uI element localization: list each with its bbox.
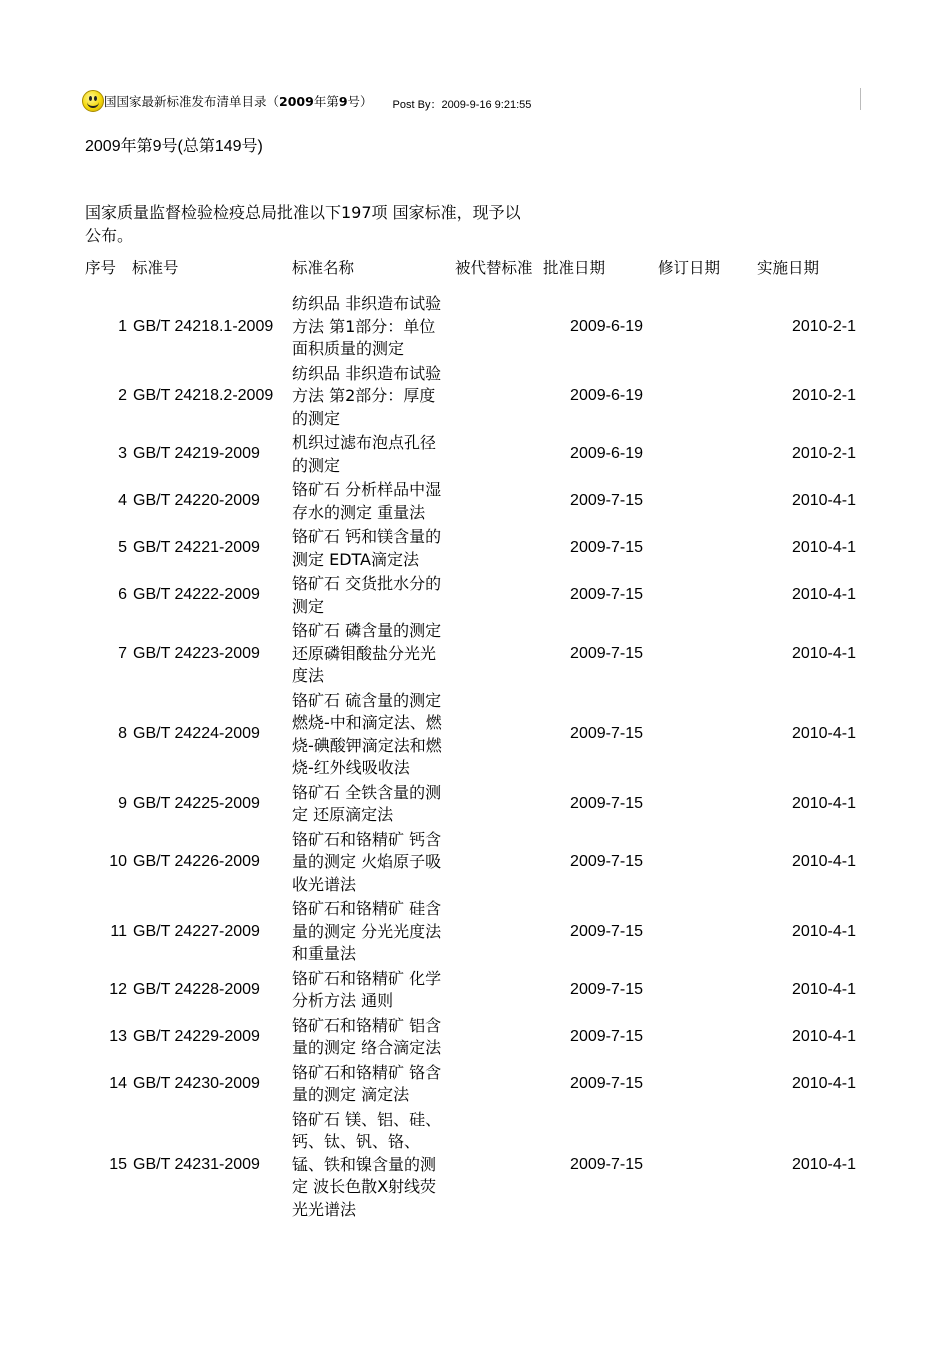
approval-date: 2009-7-15	[570, 586, 643, 604]
table-row	[82, 689, 860, 781]
standard-name: 纺织品 非织造布试验方法 第2部分：厚度的测定	[292, 363, 442, 428]
approval-date: 2009-6-19	[570, 387, 643, 404]
row-number: 15	[109, 1155, 127, 1173]
post-title: 国国家最新标准发布清单目录（2009年第9号）	[104, 94, 373, 109]
replaced-standard	[455, 292, 537, 362]
implementation-date: 2010-4-1	[791, 725, 856, 743]
revision-date	[648, 525, 743, 572]
intro-paragraph: 国家质量监督检验检疫总局批准以下197项 国家标准，现予以公布。	[85, 203, 521, 245]
post-by-timestamp: Post By：2009-9-16 9:21:55	[392, 99, 532, 111]
revision-date	[648, 292, 743, 362]
replaced-standard	[455, 478, 537, 525]
header-revision-date: 修订日期	[658, 258, 721, 277]
header-code: 标准号	[132, 258, 179, 277]
replaced-standard	[455, 362, 537, 432]
implementation-date: 2010-4-1	[791, 586, 856, 604]
replaced-standard	[455, 897, 537, 967]
standard-code: GB/T 24223-2009	[133, 644, 260, 662]
approval-date: 2009-7-15	[570, 794, 643, 812]
standard-code: GB/T 24230-2009	[133, 1074, 260, 1092]
revision-date	[648, 431, 743, 478]
standard-name: 纺织品 非织造布试验方法 第1部分：单位面积质量的测定	[292, 294, 442, 358]
header-replaced: 被代替标准	[455, 258, 533, 277]
standard-code: GB/T 24228-2009	[133, 980, 260, 998]
implementation-date: 2010-4-1	[791, 853, 856, 870]
row-number: 7	[118, 644, 127, 662]
row-number: 4	[118, 492, 127, 510]
implementation-date: 2010-4-1	[791, 1155, 856, 1173]
implementation-date: 2010-2-1	[791, 445, 856, 463]
revision-date	[648, 967, 743, 1014]
standard-code: GB/T 24226-2009	[133, 853, 260, 870]
replaced-standard	[455, 967, 537, 1014]
smiley-face-icon	[82, 90, 104, 112]
issue-line: 2009年第9号(总第149号)	[85, 138, 263, 155]
approval-date: 2009-6-19	[570, 317, 643, 335]
revision-date	[648, 828, 743, 898]
standard-name: 铬矿石和铬精矿 铬含量的测定 滴定法	[292, 1062, 442, 1104]
standard-name: 铬矿石 全铁含量的测定 还原滴定法	[292, 782, 442, 824]
table-row	[82, 781, 860, 828]
approval-date: 2009-7-15	[570, 644, 643, 662]
revision-date	[648, 572, 743, 619]
table-row	[82, 431, 860, 478]
row-number: 8	[118, 725, 127, 743]
approval-date: 2009-7-15	[570, 1155, 643, 1173]
replaced-standard	[455, 431, 537, 478]
header-name: 标准名称	[292, 258, 355, 277]
standard-name: 铬矿石和铬精矿 化学分析方法 通则	[292, 968, 442, 1010]
revision-date	[648, 1014, 743, 1061]
implementation-date: 2010-4-1	[791, 539, 856, 557]
standard-name: 铬矿石 分析样品中湿存水的测定 重量法	[292, 480, 442, 522]
row-number: 14	[109, 1074, 127, 1092]
revision-date	[648, 1061, 743, 1108]
standard-code: GB/T 24227-2009	[133, 922, 260, 940]
revision-date	[648, 897, 743, 967]
replaced-standard	[455, 525, 537, 572]
replaced-standard	[455, 828, 537, 898]
standard-code: GB/T 24221-2009	[133, 539, 260, 557]
revision-date	[648, 478, 743, 525]
header-no: 序号	[85, 258, 117, 277]
implementation-date: 2010-4-1	[791, 922, 856, 940]
approval-date: 2009-7-15	[570, 1074, 643, 1092]
implementation-date: 2010-4-1	[791, 980, 856, 998]
standard-code: GB/T 24218.1-2009	[133, 317, 274, 335]
table-row	[82, 1014, 860, 1061]
standard-code: GB/T 24219-2009	[133, 445, 260, 463]
standard-name: 铬矿石 镁、铝、硅、钙、钛、钒、铬、锰、铁和镍含量的测定 波长色散X射线荧光光谱法	[292, 1109, 442, 1219]
header-approval-date: 批准日期	[543, 258, 606, 277]
standard-name: 铬矿石 交货批水分的测定	[292, 574, 442, 616]
standard-name: 机织过滤布泡点孔径的测定	[292, 433, 437, 475]
implementation-date: 2010-2-1	[791, 317, 856, 335]
approval-date: 2009-7-15	[570, 980, 643, 998]
table-row	[82, 362, 860, 432]
implementation-date: 2010-4-1	[791, 644, 856, 662]
revision-date	[648, 619, 743, 689]
replaced-standard	[455, 1108, 537, 1223]
table-row	[82, 1108, 860, 1223]
table-row	[82, 478, 860, 525]
standard-code: GB/T 24220-2009	[133, 492, 260, 510]
implementation-date: 2010-2-1	[791, 387, 856, 404]
row-number: 12	[109, 980, 127, 998]
row-number: 3	[118, 445, 127, 463]
standard-name: 铬矿石 磷含量的测定 还原磷钼酸盐分光光度法	[292, 621, 442, 685]
implementation-date: 2010-4-1	[791, 794, 856, 812]
standard-name: 铬矿石 钙和镁含量的测定 EDTA滴定法	[292, 527, 442, 569]
row-number: 10	[109, 853, 127, 870]
standard-name: 铬矿石 硫含量的测定 燃烧-中和滴定法、燃烧-碘酸钾滴定法和燃烧-红外线吸收法	[292, 690, 442, 777]
table-row	[82, 967, 860, 1014]
row-number: 5	[118, 539, 127, 557]
table-row	[82, 897, 860, 967]
table-header-row	[82, 244, 860, 292]
row-number: 2	[118, 387, 127, 404]
standard-code: GB/T 24229-2009	[133, 1027, 260, 1045]
approval-date: 2009-7-15	[570, 922, 643, 940]
row-number: 13	[109, 1027, 127, 1045]
replaced-standard	[455, 1014, 537, 1061]
revision-date	[648, 781, 743, 828]
approval-date: 2009-6-19	[570, 445, 643, 463]
implementation-date: 2010-4-1	[791, 492, 856, 510]
revision-date	[648, 689, 743, 781]
table-row	[82, 619, 860, 689]
table-row	[82, 292, 860, 362]
revision-date	[648, 362, 743, 432]
replaced-standard	[455, 781, 537, 828]
approval-date: 2009-7-15	[570, 492, 643, 510]
standard-code: GB/T 24225-2009	[133, 794, 260, 812]
table-row	[82, 1061, 860, 1108]
approval-date: 2009-7-15	[570, 539, 643, 557]
implementation-date: 2010-4-1	[791, 1027, 856, 1045]
approval-date: 2009-7-15	[570, 1027, 643, 1045]
post-header	[82, 88, 862, 114]
row-number: 6	[118, 586, 127, 604]
revision-date	[648, 1108, 743, 1223]
row-number: 9	[118, 794, 127, 812]
table-row	[82, 572, 860, 619]
standards-table	[82, 244, 860, 1222]
divider	[860, 88, 861, 110]
standard-code: GB/T 24224-2009	[133, 725, 260, 743]
replaced-standard	[455, 689, 537, 781]
standard-code: GB/T 24231-2009	[133, 1155, 260, 1173]
implementation-date: 2010-4-1	[791, 1074, 856, 1092]
header-implementation-date: 实施日期	[757, 258, 820, 277]
standard-name: 铬矿石和铬精矿 铝含量的测定 络合滴定法	[292, 1015, 442, 1057]
standard-name: 铬矿石和铬精矿 硅含量的测定 分光光度法和重量法	[292, 899, 442, 963]
replaced-standard	[455, 619, 537, 689]
table-row	[82, 525, 860, 572]
replaced-standard	[455, 572, 537, 619]
approval-date: 2009-7-15	[570, 853, 643, 870]
replaced-standard	[455, 1061, 537, 1108]
standard-code: GB/T 24218.2-2009	[133, 387, 274, 404]
row-number: 11	[110, 922, 127, 940]
approval-date: 2009-7-15	[570, 725, 643, 743]
standard-name: 铬矿石和铬精矿 钙含量的测定 火焰原子吸收光谱法	[292, 829, 442, 894]
row-number: 1	[118, 317, 127, 335]
standard-code: GB/T 24222-2009	[133, 586, 260, 604]
table-row	[82, 828, 860, 898]
